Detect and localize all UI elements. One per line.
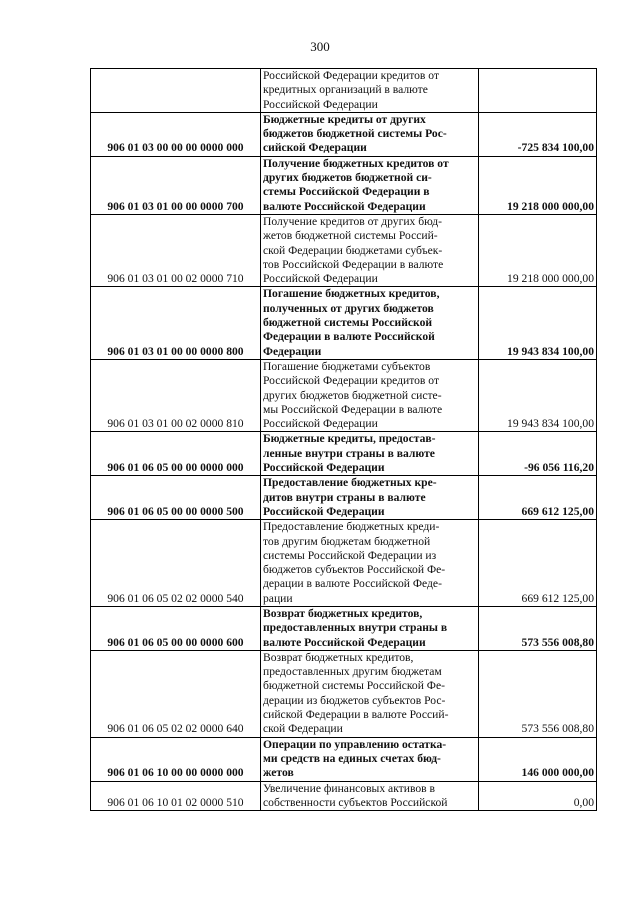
budget-code-cell: 906 01 06 10 00 00 0000 000 xyxy=(91,737,261,781)
description-line: других бюджетов бюджетной си- xyxy=(263,171,432,185)
amount-cell: 669 612 125,00 xyxy=(479,520,597,607)
description-line: стемы Российской Федерации в xyxy=(263,185,430,199)
description-line: тов Российской Федерации в валюте xyxy=(263,257,444,271)
description-cell xyxy=(261,287,479,359)
description-line: бюджетной системы Российской xyxy=(263,316,433,330)
budget-code-cell: 906 01 06 10 01 02 0000 510 xyxy=(91,781,261,811)
amount-cell: 573 556 008,80 xyxy=(479,650,597,737)
table-row xyxy=(91,69,597,113)
description-line: предоставленных другим бюджетам xyxy=(263,665,442,679)
table-row xyxy=(91,781,597,811)
description-line: валюте Российской Федерации xyxy=(263,199,426,213)
description-line: ской Федерации бюджетами субъек- xyxy=(263,243,443,257)
description-line: Получение кредитов от других бюд- xyxy=(263,214,442,228)
description-cell xyxy=(261,359,479,431)
description-cell xyxy=(261,112,479,156)
description-line: Возврат бюджетных кредитов, xyxy=(263,650,414,664)
amount-cell: 19 943 834 100,00 xyxy=(479,287,597,359)
description-line: Операции по управлению остатка- xyxy=(263,737,447,751)
description-line: сийской Федерации в валюте Россий- xyxy=(263,708,449,722)
description-line: сийской Федерации xyxy=(263,141,367,155)
description-cell xyxy=(261,650,479,737)
amount-cell: -725 834 100,00 xyxy=(479,112,597,156)
budget-sources-table xyxy=(90,68,597,811)
description-line: кредитных организаций в валюте xyxy=(263,83,428,97)
description-cell xyxy=(261,476,479,520)
description-line: Федерации xyxy=(263,344,322,358)
description-line: ской Федерации xyxy=(263,722,343,736)
table-row xyxy=(91,432,597,476)
description-line: рации xyxy=(263,591,293,605)
table-row xyxy=(91,156,597,214)
budget-code-cell: 906 01 03 00 00 00 0000 000 xyxy=(91,112,261,156)
description-line: мы Российской Федерации в валюте xyxy=(263,402,443,416)
description-line: Российской Федерации xyxy=(263,504,385,518)
description-line: Федерации в валюте Российской xyxy=(263,330,435,344)
table-row xyxy=(91,737,597,781)
description-line: валюте Российской Федерации xyxy=(263,635,426,649)
description-line: собственности субъектов Российской xyxy=(263,795,448,809)
budget-code-cell: 906 01 06 05 00 00 0000 600 xyxy=(91,606,261,650)
description-line: Предоставление бюджетных креди- xyxy=(263,520,440,534)
amount-cell: 669 612 125,00 xyxy=(479,476,597,520)
description-cell xyxy=(261,214,479,286)
description-line: системы Российской Федерации из xyxy=(263,548,437,562)
amount-cell: 19 218 000 000,00 xyxy=(479,214,597,286)
description-line: тов другим бюджетам бюджетной xyxy=(263,534,431,548)
amount-cell xyxy=(479,69,597,113)
table-row xyxy=(91,214,597,286)
description-line: дитов внутри страны в валюте xyxy=(263,490,426,504)
amount-cell: 573 556 008,80 xyxy=(479,606,597,650)
table-row xyxy=(91,287,597,359)
budget-code-cell: 906 01 06 05 02 02 0000 640 xyxy=(91,650,261,737)
table-row xyxy=(91,606,597,650)
description-line: Российской Федерации xyxy=(263,97,378,111)
budget-code-cell: 906 01 03 01 00 02 0000 810 xyxy=(91,359,261,431)
description-line: других бюджетов бюджетной систе- xyxy=(263,388,442,402)
description-line: Погашение бюджетных кредитов, xyxy=(263,287,440,301)
description-line: жетов бюджетной системы Россий- xyxy=(263,229,438,243)
description-line: дерации в валюте Российской Феде- xyxy=(263,577,442,591)
description-cell xyxy=(261,520,479,607)
description-line: Российской Федерации xyxy=(263,461,385,475)
page-number: 300 xyxy=(310,39,330,54)
description-line: Увеличение финансовых активов в xyxy=(263,781,435,795)
table-row xyxy=(91,520,597,607)
budget-code-cell: 906 01 06 05 00 00 0000 000 xyxy=(91,432,261,476)
description-line: предоставленных внутри страны в xyxy=(263,621,448,635)
table-row xyxy=(91,359,597,431)
amount-cell: 19 943 834 100,00 xyxy=(479,359,597,431)
description-line: бюджетной системы Российской Фе- xyxy=(263,679,445,693)
budget-code-cell: 906 01 03 01 00 00 0000 700 xyxy=(91,156,261,214)
description-line: полученных от других бюджетов xyxy=(263,301,434,315)
description-cell xyxy=(261,781,479,811)
description-line: бюджетов бюджетной системы Рос- xyxy=(263,127,447,141)
table-row xyxy=(91,112,597,156)
description-cell xyxy=(261,156,479,214)
description-line: бюджетов субъектов Российской Фе- xyxy=(263,563,446,577)
amount-cell: 0,00 xyxy=(479,781,597,811)
description-cell xyxy=(261,737,479,781)
budget-code-cell: 906 01 03 01 00 00 0000 800 xyxy=(91,287,261,359)
table-row xyxy=(91,650,597,737)
description-line: Российской Федерации xyxy=(263,272,378,286)
budget-code-cell: 906 01 06 05 00 00 0000 500 xyxy=(91,476,261,520)
description-line: Получение бюджетных кредитов от xyxy=(263,156,449,170)
description-line: Российской Федерации кредитов от xyxy=(263,69,440,82)
budget-code-cell: 906 01 06 05 02 02 0000 540 xyxy=(91,520,261,607)
description-line: Бюджетные кредиты от других xyxy=(263,112,426,126)
description-line: Предоставление бюджетных кре- xyxy=(263,476,437,490)
description-line: Возврат бюджетных кредитов, xyxy=(263,606,423,620)
description-line: дерации из бюджетов субъектов Рос- xyxy=(263,693,446,707)
table-row xyxy=(91,476,597,520)
description-line: Российской Федерации xyxy=(263,417,378,431)
amount-cell: 146 000 000,00 xyxy=(479,737,597,781)
description-cell xyxy=(261,606,479,650)
description-line: ленные внутри страны в валюте xyxy=(263,446,435,460)
description-line: жетов xyxy=(263,766,294,780)
budget-code-cell: 906 01 03 01 00 02 0000 710 xyxy=(91,214,261,286)
budget-code-cell xyxy=(91,69,261,113)
description-line: Российской Федерации кредитов от xyxy=(263,374,440,388)
amount-cell: -96 056 116,20 xyxy=(479,432,597,476)
description-line: ми средств на единых счетах бюд- xyxy=(263,751,441,765)
description-cell xyxy=(261,69,479,113)
description-cell xyxy=(261,432,479,476)
description-line: Погашение бюджетами субъектов xyxy=(263,359,431,373)
amount-cell: 19 218 000 000,00 xyxy=(479,156,597,214)
description-line: Бюджетные кредиты, предостав- xyxy=(263,432,436,446)
